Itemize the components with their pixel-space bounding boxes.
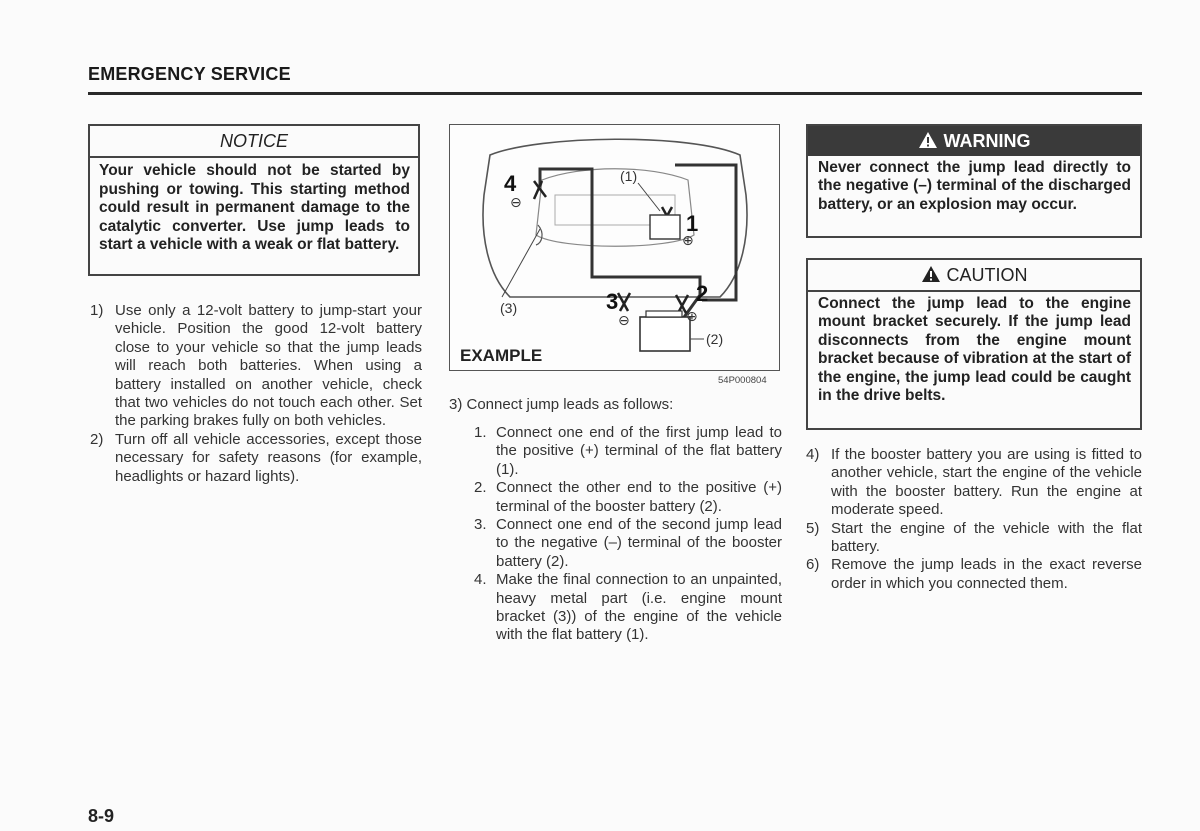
list-item (806, 556, 1142, 593)
jump-start-diagram (449, 124, 780, 371)
minus-terminal-3: ⊖ (618, 313, 630, 329)
section-title: EMERGENCY SERVICE (88, 64, 291, 84)
caution-triangle-icon (921, 265, 941, 283)
step-text: Start the engine of the vehicle with the flat battery. (831, 519, 1142, 556)
label-4: 4 (504, 171, 517, 196)
minus-terminal-4: ⊖ (510, 195, 522, 211)
substep-text: Connect one end of the first jump lead to the positive (+) terminal of the flat battery (1). (496, 424, 782, 478)
step-text: If the booster battery you are using is fitted to another vehicle, start the engine of the vehicle with the booster battery. Run the engine at moderate speed. (831, 446, 1142, 519)
callout-line-1 (638, 183, 660, 211)
step3-intro: 3) Connect jump leads as follows: (449, 396, 674, 413)
label-2: 2 (696, 281, 709, 306)
substep-text: Connect the other end to the positive (+) terminal of the booster battery (2). (496, 479, 782, 515)
list-item (474, 571, 782, 645)
booster-battery (640, 317, 690, 351)
step-number: 1) (90, 302, 104, 319)
list-item (474, 424, 782, 479)
warning-header (808, 126, 1140, 156)
plus-terminal-2: ⊕ (686, 309, 698, 325)
flat-battery (650, 215, 680, 239)
callout-line-3 (502, 229, 540, 297)
warning-box (806, 124, 1142, 238)
step-number: 6) (806, 556, 820, 574)
list-item (806, 520, 1142, 557)
step-number: 5) (806, 519, 820, 537)
list-item (90, 302, 422, 431)
caution-box (806, 258, 1142, 430)
notice-title: NOTICE (90, 126, 418, 158)
callout-3-label: (3) (500, 300, 518, 316)
caution-title: CAUTION (946, 265, 1028, 285)
figure-code: 54P000804 (718, 375, 767, 386)
plus-terminal-1: ⊕ (682, 233, 694, 249)
booster-battery-top (646, 311, 682, 317)
list-item (806, 446, 1142, 520)
steps-list-1 (90, 302, 422, 486)
step-text: Turn off all vehicle accessories, except those necessary for safety reasons (for example, headlights or hazard lights). (115, 430, 422, 485)
step3-sublist (474, 424, 782, 645)
callout-2-label: (2) (706, 331, 724, 347)
substep-number: 3. (474, 516, 487, 534)
example-label: EXAMPLE (460, 346, 543, 365)
notice-box (88, 124, 420, 276)
label-3: 3 (606, 289, 619, 314)
warning-text: Never connect the jump lead directly to the negative (–) terminal of the discharged battery, or an explosion may occur. (818, 159, 1131, 213)
caution-text: Connect the jump lead to the engine mount bracket securely. If the jump lead disconnects from the engine mount bracket because of vibration at the start of the engine, the jump lead could be caught in the drive belts. (818, 295, 1131, 405)
substep-text: Make the final connection to an unpainted, heavy metal part (i.e. engine mount bracket (3)) of the engine of the vehicle with the flat battery (1). (496, 571, 782, 644)
step-text: Use only a 12-volt battery to jump-start your vehicle. Position the good 12-volt battery close to your vehicle so that the jump leads will reach both batteries. When using a battery installed on another vehicle, check that two vehicles do not touch each other. Set the parking brakes fully on both vehicles. (115, 302, 422, 430)
car-body-outline (483, 139, 747, 297)
diagram-drawing (450, 125, 781, 372)
notice-text: Your vehicle should not be started by pushing or towing. This starting method could result in permanent damage to the catalytic converter. Use jump leads to start a vehicle with a weak or flat battery. (99, 162, 410, 254)
warning-title: WARNING (943, 131, 1031, 151)
label-1: 1 (686, 211, 699, 236)
substep-number: 1. (474, 424, 487, 441)
list-item (474, 479, 782, 516)
callout-1-label: (1) (620, 168, 638, 184)
step-number: 2) (90, 430, 104, 448)
substep-number: 4. (474, 571, 487, 589)
page-number: 8-9 (88, 806, 115, 826)
step-text: Remove the jump leads in the exact reverse order in which you connected them. (831, 556, 1142, 592)
caution-header (808, 260, 1140, 292)
substep-number: 2. (474, 479, 487, 497)
step-number: 4) (806, 446, 820, 463)
warning-triangle-icon (918, 131, 938, 149)
steps-list-3 (806, 446, 1142, 593)
list-item (474, 516, 782, 571)
substep-text: Connect one end of the second jump lead to the negative (–) terminal of the booster battery (2). (496, 516, 782, 570)
header-rule (88, 92, 1142, 95)
list-item (90, 431, 422, 486)
clamp-3 (618, 293, 630, 311)
